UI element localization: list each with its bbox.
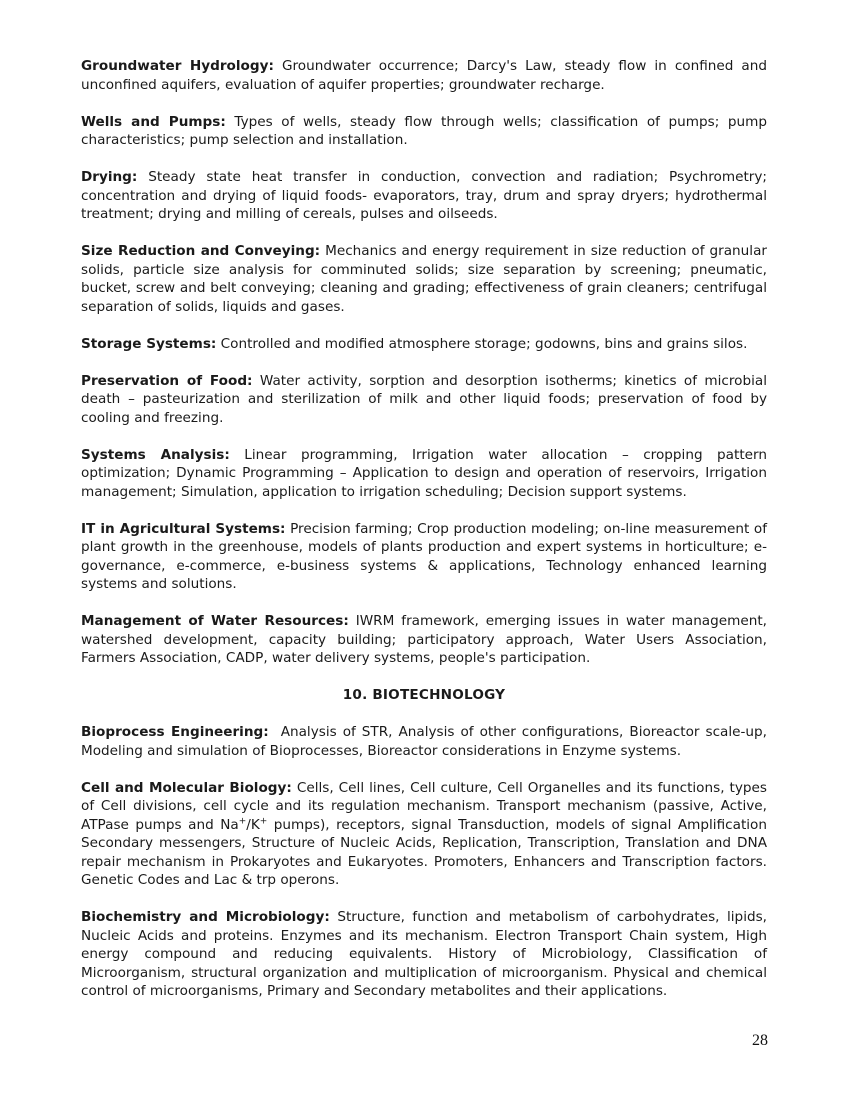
paragraph xyxy=(81,520,767,594)
paragraph-heading: Size Reduction and Conveying: xyxy=(81,243,321,259)
paragraph-heading: Wells and Pumps: xyxy=(81,113,226,130)
paragraph-body: Cells, Cell lines, Cell culture, Cell Organelles and its functions, types of Cell divisions, cell cycle and its regulation mechanism. Transport mechanism (passive, Active, ATPase pumps and Na xyxy=(81,779,767,833)
paragraph-bioprocess-engineering xyxy=(81,723,767,760)
paragraph xyxy=(81,168,767,224)
paragraph-body: pumps), receptors, signal Transduction, models of signal Amplification Secondary messengers, Structure of Nucleic Acids, Replication, Transcription, Translation and DNA repair mechanism in Prokaryotes and Eukaryotes. Promoters, Enhancers and Transcription factors. Genetic Codes and Lac & trp operons. xyxy=(81,816,767,888)
paragraph-body: Water activity, sorption and desorption isotherms; kinetics of microbial death – pasteurization and sterilization of milk and other liquid foods; preservation of food by cooling and freezing. xyxy=(81,372,767,426)
page-number: 28 xyxy=(752,1032,768,1049)
superscript-plus: + xyxy=(259,815,268,826)
paragraph-heading: Groundwater Hydrology: xyxy=(81,58,274,74)
paragraph-heading: IT in Agricultural Systems: xyxy=(81,520,286,537)
paragraph xyxy=(81,113,767,150)
paragraph xyxy=(81,242,767,316)
paragraph xyxy=(81,446,767,502)
paragraph-heading: Management of Water Resources: xyxy=(81,613,349,629)
paragraph-body: Analysis of STR, Analysis of other configurations, Bioreactor scale-up, Modeling and simulation of Bioprocesses, Bioreactor considerations in Enzyme systems. xyxy=(81,724,767,759)
paragraph-body: Precision farming; Crop production modeling; on-line measurement of plant growth in the greenhouse, models of plants production and expert systems in horticulture; e-governance, e-commerce, e-business systems & applications, Technology enhanced learning systems and solutions. xyxy=(81,520,767,592)
superscript-plus: + xyxy=(238,815,247,826)
paragraph-heading: Systems Analysis: xyxy=(81,446,230,463)
paragraph-body: Types of wells, steady flow through wells; classification of pumps; pump characteristics; pump selection and installation. xyxy=(81,113,767,148)
paragraph-heading: Biochemistry and Microbiology: xyxy=(81,909,330,925)
section-title: 10. BIOTECHNOLOGY xyxy=(342,687,506,703)
paragraph-body: IWRM framework, emerging issues in water management, watershed development, capacity building; participatory approach, Water Users Association, Farmers Association, CADP, water delivery systems, people's participation. xyxy=(81,613,767,666)
document-page xyxy=(81,57,767,1019)
paragraph-body: Steady state heat transfer in conduction, convection and radiation; Psychrometry; concentration and drying of liquid foods- evaporators, tray, drum and spray dryers; hydrothermal treatment; drying and milling of cereals, pulses and oilseeds. xyxy=(81,169,767,222)
paragraph-cell-molecular-biology xyxy=(81,779,767,890)
paragraph-body: Groundwater occurrence; Darcy's Law, steady flow in confined and unconfined aquifers, evaluation of aquifer properties; groundwater recharge. xyxy=(81,58,768,93)
paragraph-list xyxy=(81,57,767,668)
paragraph-body: Controlled and modified atmosphere storage; godowns, bins and grains silos. xyxy=(220,335,748,352)
paragraph-body: Structure, function and metabolism of carbohydrates, lipids, Nucleic Acids and proteins. Enzymes and its mechanism. Electron Transport Chain system, High energy compound and reducing equivalents. History of Microbiology, Classification of Microorganism, structural organization and multiplication of microorganism. Physical and chemical control of microorganisms, Primary and Secondary metabolites and their applications. xyxy=(81,909,767,999)
paragraph xyxy=(81,335,767,354)
paragraph-biochemistry-microbiology xyxy=(81,908,767,1001)
paragraph-heading: Bioprocess Engineering: xyxy=(81,724,269,740)
paragraph-body: /K xyxy=(246,816,260,833)
paragraph-heading: Preservation of Food: xyxy=(81,372,253,389)
paragraph-heading: Storage Systems: xyxy=(81,335,217,352)
paragraph-body: Linear programming, Irrigation water allocation – cropping pattern optimization; Dynamic Programming – Application to design and operation of reservoirs, Irrigation management; Simulation, application to irrigation scheduling; Decision support systems. xyxy=(81,446,767,500)
paragraph-heading: Cell and Molecular Biology: xyxy=(81,779,292,796)
paragraph xyxy=(81,372,767,428)
paragraph xyxy=(81,57,767,94)
paragraph xyxy=(81,612,767,668)
paragraph-body: Mechanics and energy requirement in size reduction of granular solids, particle size analysis for comminuted solids; size separation by screening; pneumatic, bucket, screw and belt conveying; cleaning and grading; effectiveness of grain cleaners; centrifugal separation of solids, liquids and gases. xyxy=(81,243,767,315)
paragraph-heading: Drying: xyxy=(81,169,138,185)
